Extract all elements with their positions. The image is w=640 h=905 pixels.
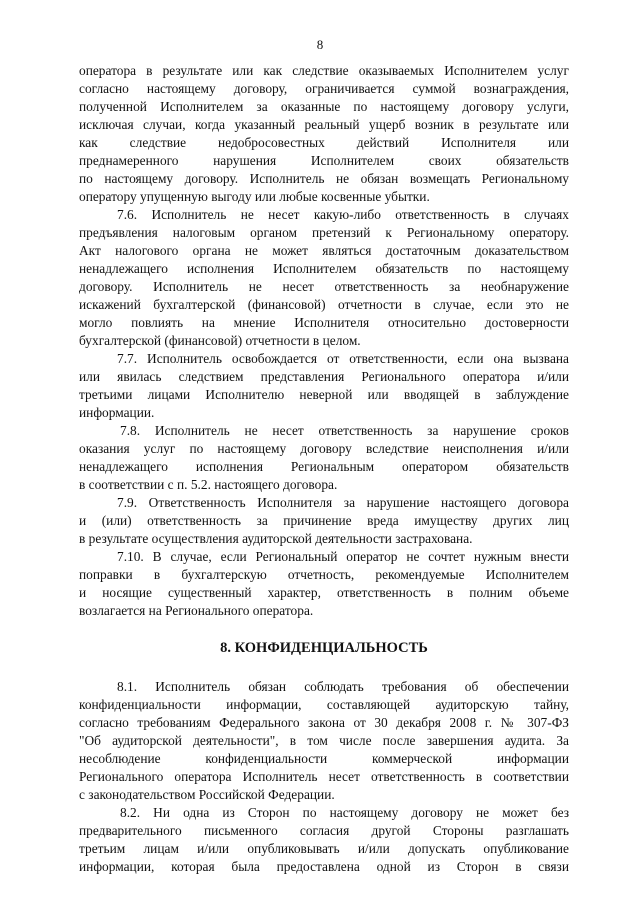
text-line: или явилась следствием представления Регионального оператора и/или (79, 369, 569, 384)
text-line: 7.8. Исполнитель не несет ответственность за нарушение сроков (120, 423, 569, 438)
text-line: согласно настоящему договору, ограничивается суммой вознаграждения, (79, 81, 569, 96)
text-line: договору. Исполнитель не несет ответственность за необнаружение (79, 279, 569, 294)
text-line: "Об аудиторской деятельности", в том числе после завершения аудита. За (79, 733, 569, 748)
text-line: 7.9. Ответственность Исполнителя за нарушение настоящего договора (117, 495, 569, 510)
text-line: исключая случаи, когда указанный реальный ущерб возник в результате или (79, 117, 569, 132)
text-line: могло повлиять на мнение Исполнителя относительно достоверности (79, 315, 569, 330)
text-line: оказания услуг по настоящему договору вследствие неисполнения и/или (79, 441, 569, 456)
text-line: согласно требованиям Федерального закона от 30 декабря 2008 г. № 307-ФЗ (79, 715, 569, 730)
text-line: несоблюдение конфиденциальности коммерческой информации (79, 751, 569, 766)
text-line: третьими лицами Исполнителю неверной или вводящей в заблуждение (79, 387, 569, 402)
text-line: третьим лицам и/или опубликовывать и/или допускать опубликование (79, 841, 569, 856)
text-line: поправки в бухгалтерскую отчетность, рекомендуемые Исполнителем (79, 567, 569, 582)
text-line: ненадлежащего исполнения Региональным оператором обязательств (79, 459, 569, 474)
text-line: 7.6. Исполнитель не несет какую-либо ответственность в случаях (117, 207, 569, 222)
page-number: 8 (316, 37, 324, 52)
text-line: и носящие существенный характер, ответственность в полним объеме (79, 585, 569, 600)
section-heading: 8. КОНФИДЕНЦИАЛЬНОСТЬ (220, 640, 428, 656)
text-line: информации, которая была предоставлена одной из Сторон в связи (79, 859, 569, 874)
text-line: бухгалтерской (финансовой) отчетности в целом. (79, 333, 361, 348)
text-line: 8.2. Ни одна из Сторон по настоящему договору не может без (120, 805, 569, 820)
text-line: 7.10. В случае, если Региональный оператор не сочтет нужным внести (117, 549, 569, 564)
text-line: конфиденциальности информации, составляющей аудиторскую тайну, (79, 697, 569, 712)
text-line: с законодательством Российской Федерации. (79, 787, 335, 802)
page-body (79, 62, 569, 876)
text-line: Акт налогового органа не может являться достаточным доказательством (79, 243, 569, 258)
text-line: и (или) ответственность за причинение вреда имуществу других лиц (79, 513, 569, 528)
text-line: информации. (79, 405, 155, 420)
text-line: предъявления налоговым органом претензий к Региональному оператору. (79, 225, 569, 240)
text-line: 7.7. Исполнитель освобождается от ответственности, если она вызвана (117, 351, 569, 366)
text-line: оператора в результате или как следствие оказываемых Исполнителем услуг (79, 63, 569, 78)
text-line: полученной Исполнителем за оказанные по настоящему договору услуги, (79, 99, 569, 114)
text-line: предварительного письменного согласия другой Стороны разглашать (79, 823, 569, 838)
section-7-continuation (79, 62, 569, 620)
text-line: как следствие недобросовестных действий Исполнителя или (79, 135, 569, 150)
text-line: возлагается на Регионального оператора. (79, 603, 314, 618)
section-8-body (79, 678, 569, 876)
text-line: в результате осуществления аудиторской деятельности застрахована. (79, 531, 473, 546)
text-line: в соответствии с п. 5.2. настоящего договора. (79, 477, 338, 492)
text-line: преднамеренного нарушения Исполнителем своих обязательств (79, 153, 569, 168)
text-line: по настоящему договору. Исполнитель не обязан возмещать Региональному (79, 171, 569, 186)
text-line: Регионального оператора Исполнитель несет ответственность в соответствии (79, 769, 569, 784)
text-line: ненадлежащего исполнения Исполнителем обязательств по настоящему (79, 261, 569, 276)
text-line: оператору упущенную выгоду или любые косвенные убытки. (79, 189, 430, 204)
text-line: 8.1. Исполнитель обязан соблюдать требования об обеспечении (117, 679, 569, 694)
text-line: искажений бухгалтерской (финансовой) отчетности в случае, если это не (79, 297, 569, 312)
